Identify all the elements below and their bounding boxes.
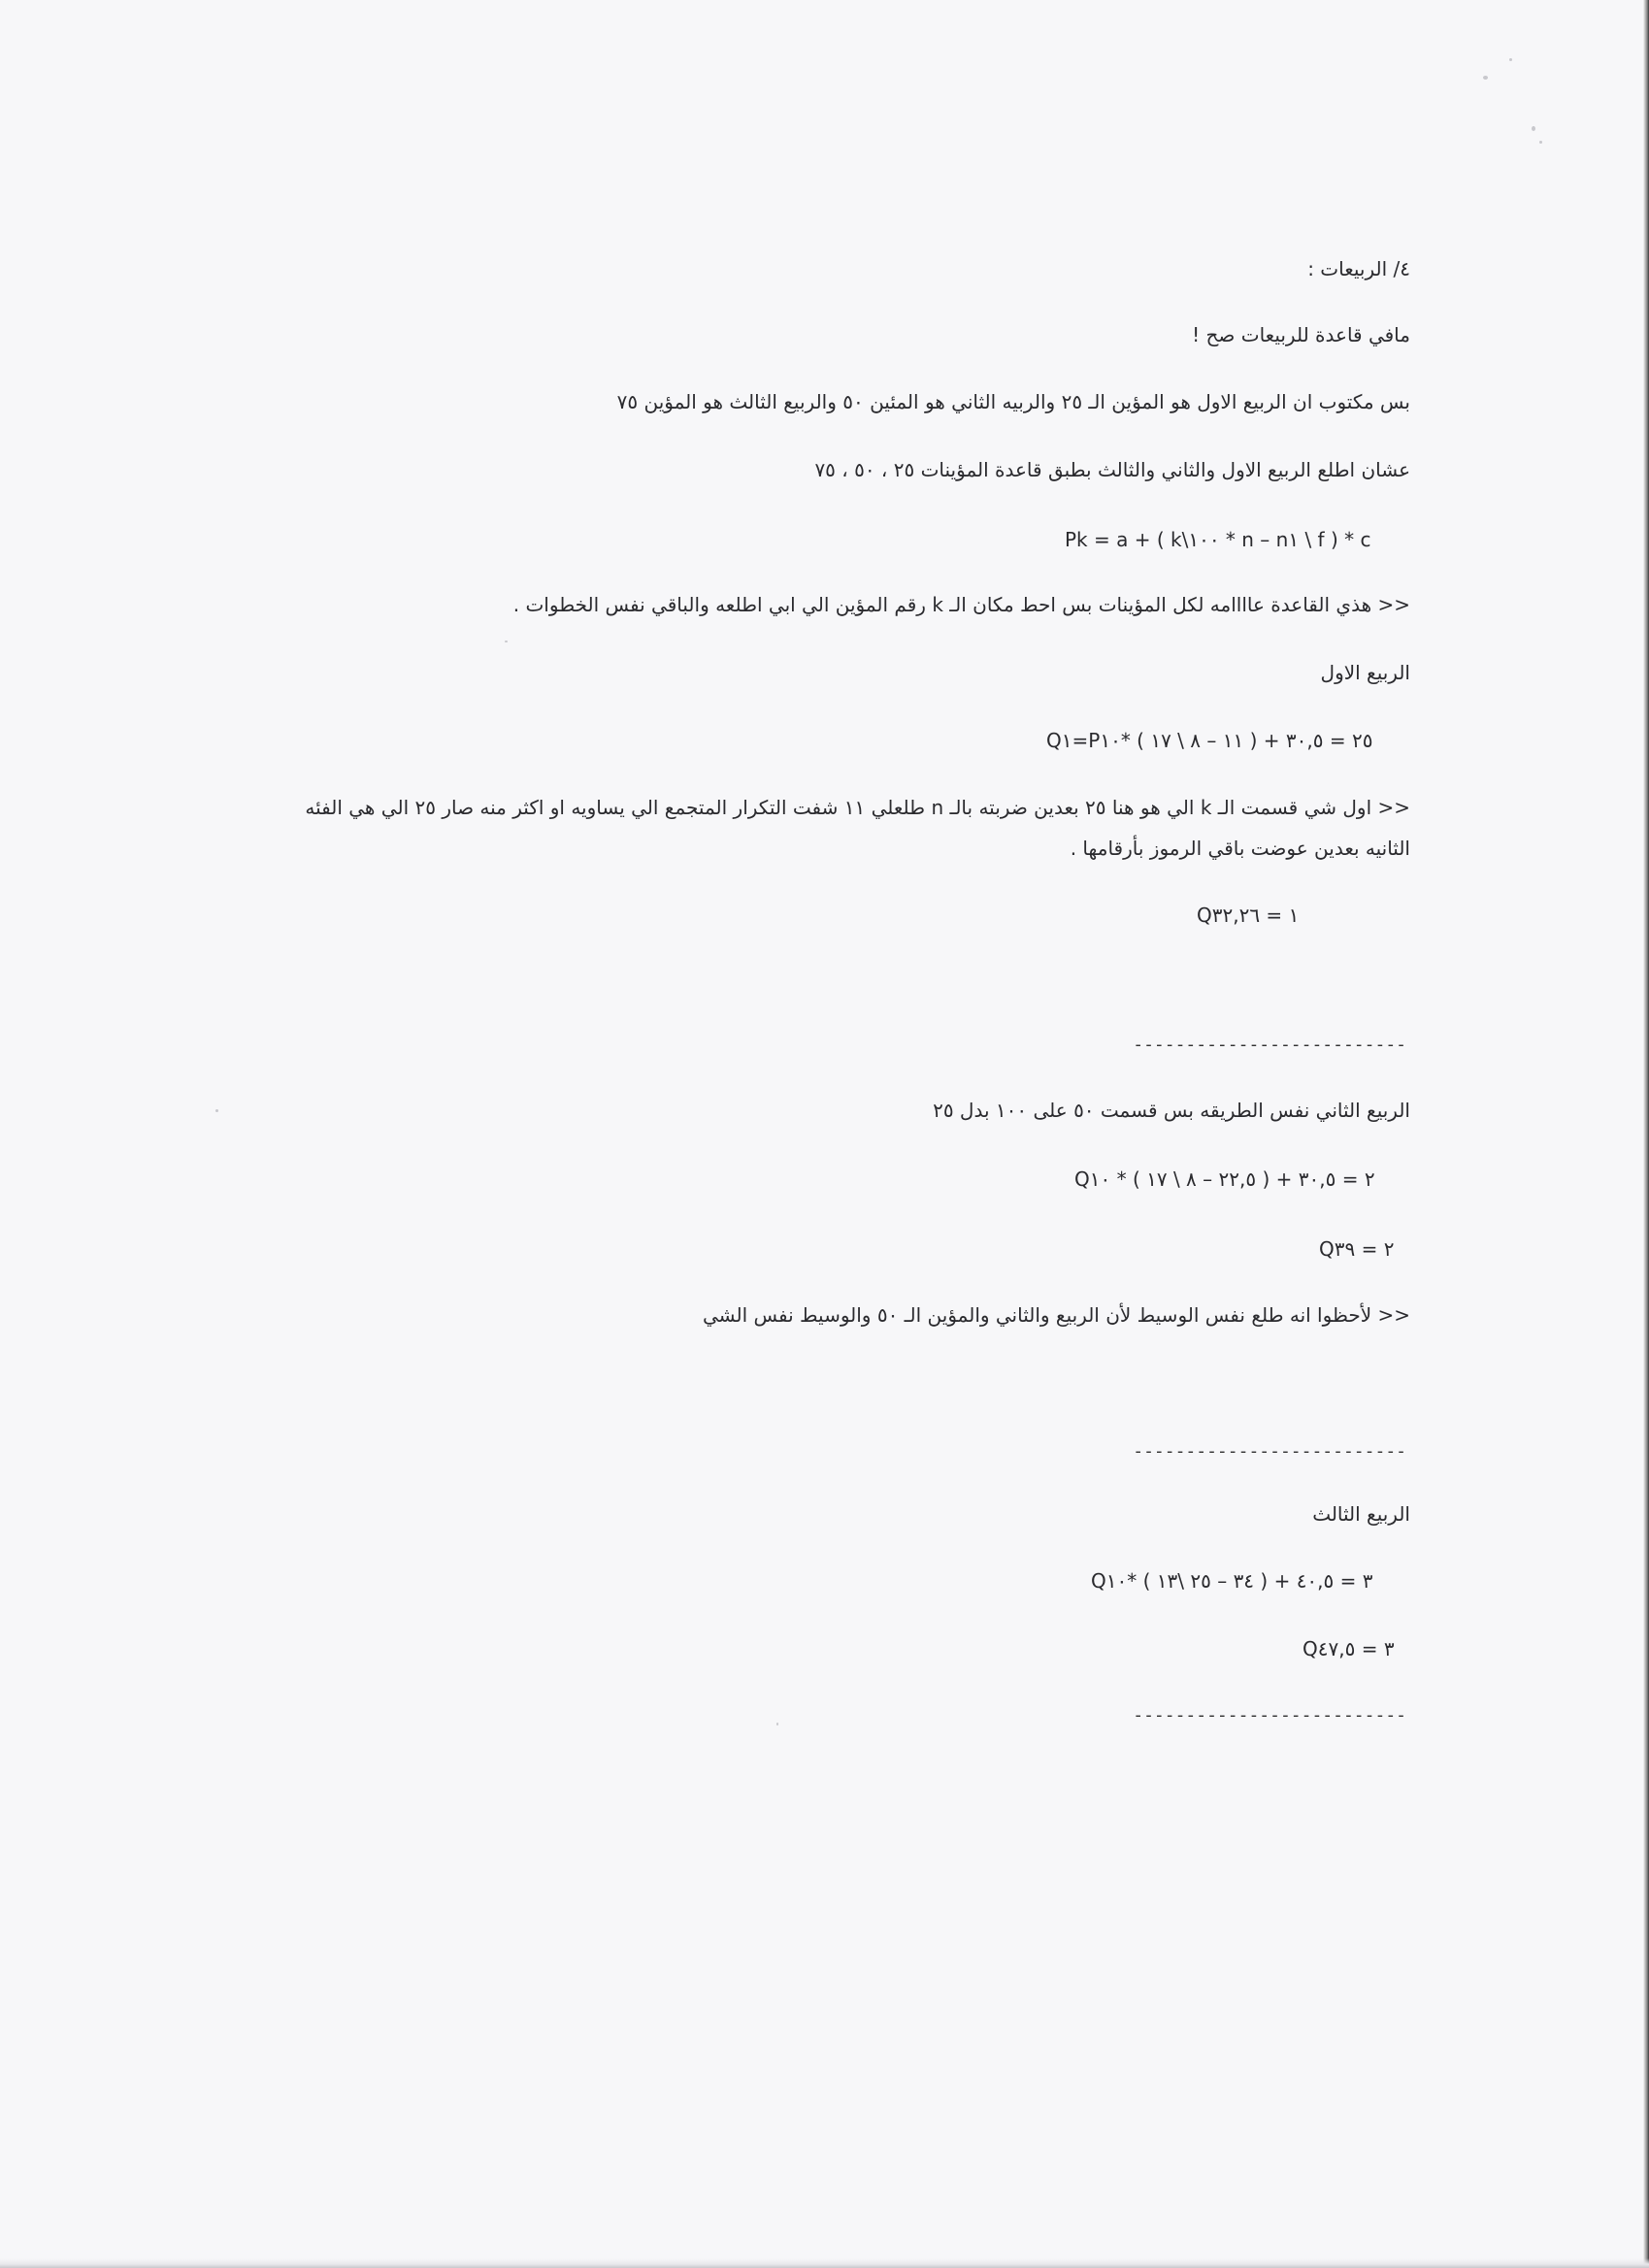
scan-speck bbox=[505, 641, 508, 642]
scan-speck bbox=[1532, 126, 1535, 131]
scan-edge-bottom bbox=[0, 2258, 1649, 2268]
intro-line-2: بس مكتوب ان الربيع الاول هو المؤين الـ ٢٥ والربيه الثاني هو المئين ٥٠ والربيع الثالث هو المؤين ٧٥ bbox=[616, 390, 1410, 413]
q1-result: Q١ = ٣٢,٢٦ bbox=[1197, 904, 1300, 927]
q3-formula: Q٣ = ٤٠,٥ + ( ٣٤ – ٢٥ \١٣ ) *١٠ bbox=[1091, 1569, 1373, 1593]
section-heading: ٤/ الربيعات : bbox=[1307, 257, 1410, 280]
divider-1: -------------------------- bbox=[1133, 1035, 1406, 1055]
q1-formula: Q١=P٢٥ = ٣٠,٥ + ( ١١ – ٨ \ ١٧ ) *١٠ bbox=[1046, 729, 1373, 752]
q3-result: Q٣ = ٤٧,٥ bbox=[1303, 1637, 1395, 1660]
q2-note: << لأحظوا انه طلع نفس الوسيط لأن الربيع والثاني والمؤين الـ ٥٠ والوسيط نفس الشي bbox=[702, 1303, 1410, 1327]
general-formula-note: << هذي القاعدة عاااامه لكل المؤينات بس احط مكان الـ k رقم المؤين الي ابي اطلعه والباقي نفس الخطوات . bbox=[512, 593, 1410, 616]
scan-speck bbox=[1509, 58, 1512, 61]
scan-speck bbox=[1483, 76, 1488, 80]
divider-3: -------------------------- bbox=[1133, 1705, 1406, 1726]
q2-formula: Q٢ = ٣٠,٥ + ( ٢٢,٥ – ٨ \ ١٧ ) * ١٠ bbox=[1074, 1167, 1375, 1191]
q1-explanation: << اول شي قسمت الـ k الي هو هنا ٢٥ بعدين ضربته بالـ n طلعلي ١١ شفت التكرار المتجمع الي يساويه او اكثر منه صار ٢٥ الي هي الفئه الثانيه بعدين عوضت باقي الرموز بأرقامها . bbox=[305, 796, 1410, 860]
scan-speck bbox=[776, 1723, 778, 1726]
intro-line-3: عشان اطلع الربيع الاول والثاني والثالث بطبق قاعدة المؤينات ٢٥ ، ٥٠ ، ٧٥ bbox=[814, 458, 1410, 481]
scan-speck bbox=[1539, 141, 1542, 144]
scan-edge-right bbox=[1643, 0, 1649, 2268]
q1-title: الربيع الاول bbox=[1320, 661, 1410, 684]
q2-result: Q٢ = ٣٩ bbox=[1319, 1237, 1395, 1261]
intro-line-1: مافي قاعدة للربيعات صح ! bbox=[1192, 323, 1410, 346]
q3-title: الربيع الثالث bbox=[1312, 1502, 1410, 1526]
q2-title: الربيع الثاني نفس الطريقه بس قسمت ٥٠ على ١٠٠ بدل ٢٥ bbox=[933, 1099, 1410, 1122]
divider-2: -------------------------- bbox=[1133, 1441, 1406, 1462]
general-percentile-formula: Pk = a + ( k\١٠٠ * n – n١ \ f ) * c bbox=[1065, 528, 1371, 551]
scan-speck bbox=[215, 1109, 218, 1112]
